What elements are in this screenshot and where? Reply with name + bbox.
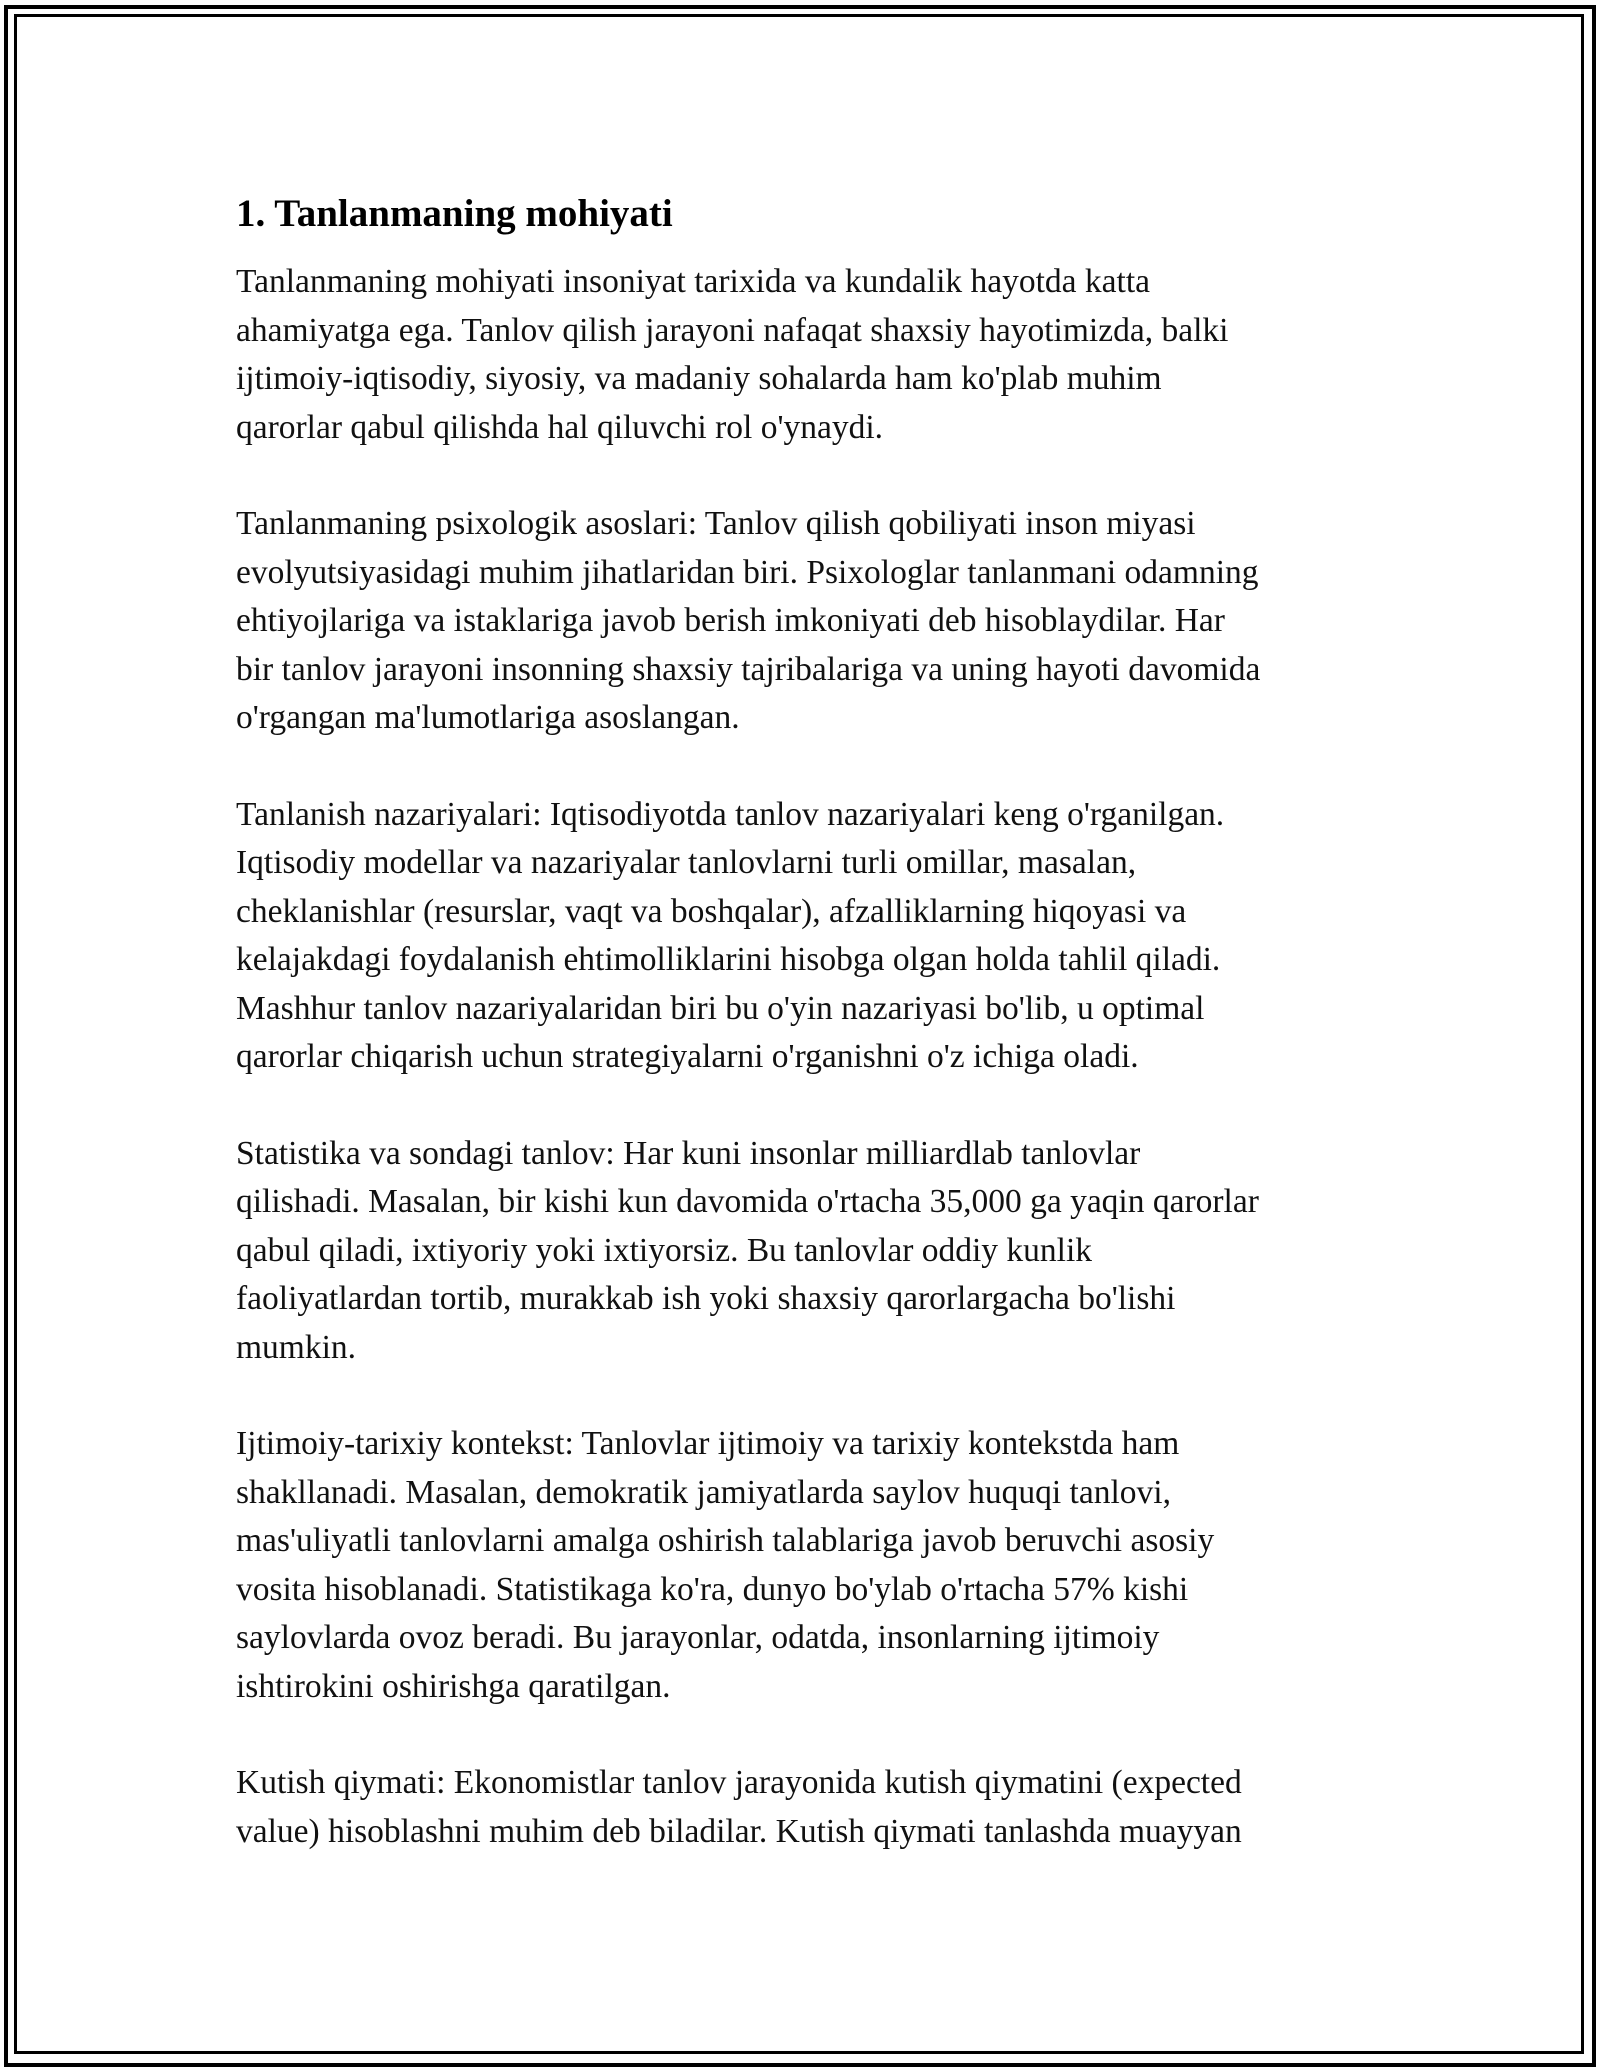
text-line: qabul qiladi, ixtiyoriy yoki ixtiyorsiz. Bu tanlovlar oddiy kunlik (236, 1231, 1093, 1269)
text-line: qilishadi. Masalan, bir kishi kun davomida o'rtacha 35,000 ga yaqin qarorlar (236, 1183, 1259, 1220)
text-line: ijtimoiy-iqtisodiy, siyosiy, va madaniy sohalarda ham ko'plab muhim (236, 360, 1162, 397)
text-line: shakllanadi. Masalan, demokratik jamiyatlarda saylov huquqi tanlovi, (236, 1473, 1171, 1511)
text-line: Mashhur tanlov nazariyalaridan biri bu o'yin nazariyasi bo'lib, u optimal (236, 989, 1205, 1027)
paragraph-statistics (236, 1130, 1366, 1373)
document-body (236, 186, 1366, 1904)
text-line: Kutish qiymati: Ekonomistlar tanlov jarayonida kutish qiymatini (expected (236, 1764, 1242, 1801)
text-line: Iqtisodiy modellar va nazariyalar tanlovlarni turli omillar, masalan, (236, 844, 1137, 881)
text-line: Statistika va sondagi tanlov: Har kuni insonlar milliardlab tanlovlar (236, 1134, 1141, 1172)
text-line: mumkin. (236, 1328, 357, 1366)
paragraph-psychology (236, 500, 1366, 743)
text-line: value) hisoblashni muhim deb biladilar. Kutish qiymati tanlashda muayyan (236, 1812, 1242, 1850)
paragraph-theories (236, 791, 1366, 1082)
text-line: o'rgangan ma'lumotlariga asoslangan. (236, 699, 740, 736)
text-line: bir tanlov jarayoni insonning shaxsiy tajribalariga va uning hayoti davomida (236, 650, 1261, 688)
text-line: kelajakdagi foydalanish ehtimolliklarini hisobga olgan holda tahlil qiladi. (236, 941, 1221, 978)
text-line: vosita hisoblanadi. Statistikaga ko'ra, dunyo bo'ylab o'rtacha 57% kishi (236, 1570, 1189, 1608)
text-line: Tanlanmaning psixologik asoslari: Tanlov qilish qobiliyati inson miyasi (236, 505, 1196, 542)
text-line: cheklanishlar (resurslar, vaqt va boshqalar), afzalliklarning hiqoyasi va (236, 892, 1187, 930)
paragraph-social-context (236, 1420, 1366, 1711)
text-line: qarorlar chiqarish uchun strategiyalarni o'rganishni o'z ichiga oladi. (236, 1038, 1139, 1075)
text-line: evolyutsiyasidagi muhim jihatlaridan biri. Psixologlar tanlanmani odamning (236, 553, 1259, 591)
text-line: Tanlanish nazariyalari: Iqtisodiyotda tanlov nazariyalari keng o'rganilgan. (236, 795, 1225, 833)
text-line: ishtirokini oshirishga qaratilgan. (236, 1667, 671, 1705)
section-heading: 1. Tanlanmaning mohiyati (236, 192, 673, 235)
text-line: ahamiyatga ega. Tanlov qilish jarayoni nafaqat shaxsiy hayotimizda, balki (236, 311, 1229, 349)
text-line: qarorlar qabul qilishda hal qiluvchi rol o'ynaydi. (236, 408, 884, 446)
text-line: Ijtimoiy-tarixiy kontekst: Tanlovlar ijtimoiy va tarixiy kontekstda ham (236, 1425, 1180, 1462)
paragraph-intro (236, 258, 1366, 452)
text-line: faoliyatlardan tortib, murakkab ish yoki shaxsiy qarorlargacha bo'lishi (236, 1280, 1176, 1317)
text-line: mas'uliyatli tanlovlarni amalga oshirish talablariga javob beruvchi asosiy (236, 1522, 1215, 1559)
text-line: Tanlanmaning mohiyati insoniyat tarixida va kundalik hayotda katta (236, 263, 1151, 300)
text-line: ehtiyojlariga va istaklariga javob berish imkoniyati deb hisoblaydilar. Har (236, 602, 1225, 639)
paragraph-expected-value (236, 1759, 1366, 1856)
text-line: saylovlarda ovoz beradi. Bu jarayonlar, odatda, insonlarning ijtimoiy (236, 1619, 1160, 1656)
